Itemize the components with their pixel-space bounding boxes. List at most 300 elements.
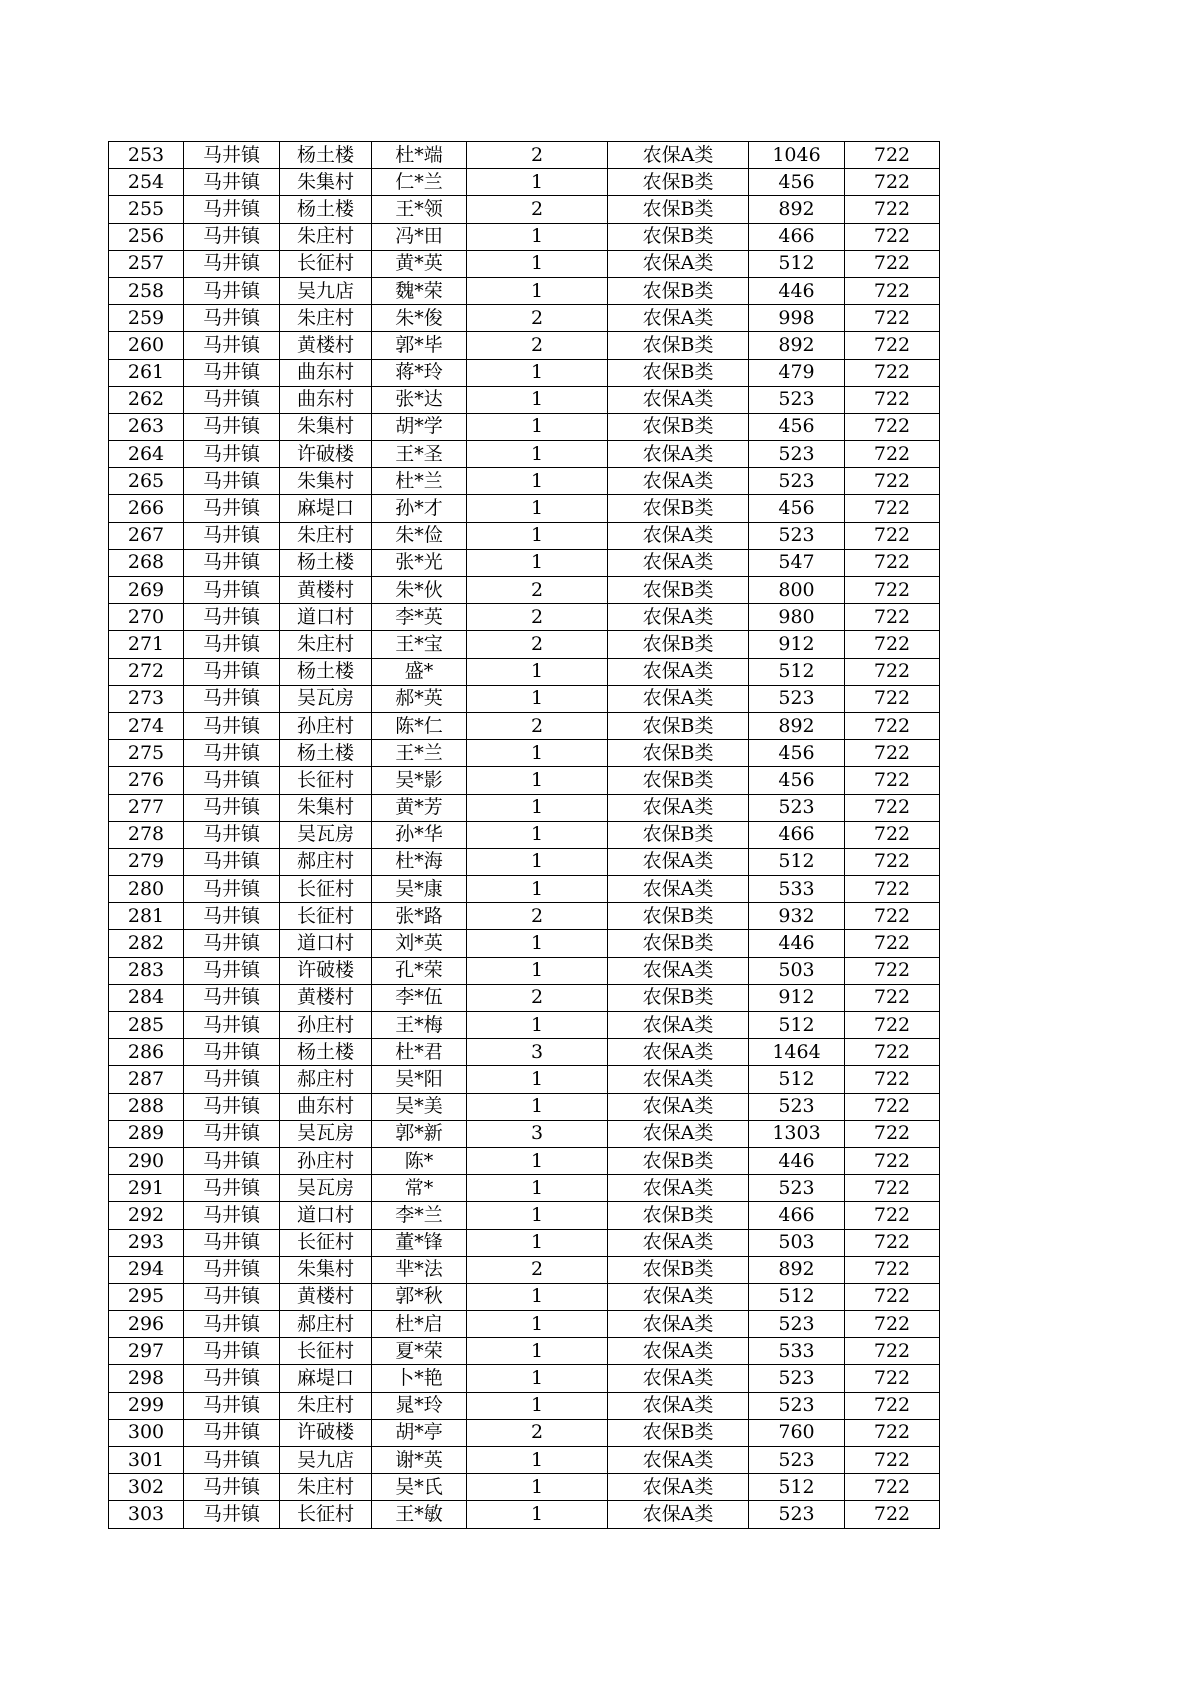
table-cell: 722: [845, 169, 940, 196]
table-cell: 1: [467, 1365, 608, 1392]
table-cell: 常*: [372, 1175, 467, 1202]
table-cell: 722: [845, 740, 940, 767]
table-cell: 1: [467, 495, 608, 522]
table-cell: 533: [749, 1338, 845, 1365]
table-cell: 456: [749, 767, 845, 794]
table-cell: 2: [467, 604, 608, 631]
table-cell: 吴瓦房: [280, 821, 372, 848]
table-cell: 农保A类: [608, 1447, 749, 1474]
table-row: [109, 1066, 940, 1093]
table-row: [109, 1093, 940, 1120]
table-cell: 陈*: [372, 1147, 467, 1174]
table-cell: 杜*兰: [372, 468, 467, 495]
table-cell: 农保A类: [608, 685, 749, 712]
table-cell: 长征村: [280, 876, 372, 903]
table-row: [109, 984, 940, 1011]
table-cell: 胡*亭: [372, 1419, 467, 1446]
data-table: [108, 141, 940, 1529]
table-cell: 512: [749, 1474, 845, 1501]
table-cell: 马井镇: [184, 848, 280, 875]
table-row: [109, 522, 940, 549]
table-cell: 农保A类: [608, 1093, 749, 1120]
table-cell: 722: [845, 821, 940, 848]
table-cell: 马井镇: [184, 468, 280, 495]
table-cell: 杨土楼: [280, 549, 372, 576]
table-cell: 长征村: [280, 1338, 372, 1365]
table-cell: 722: [845, 386, 940, 413]
table-cell: 李*伍: [372, 984, 467, 1011]
table-cell: 523: [749, 441, 845, 468]
table-cell: 298: [109, 1365, 184, 1392]
table-cell: 258: [109, 277, 184, 304]
table-cell: 农保B类: [608, 740, 749, 767]
table-row: [109, 413, 940, 440]
table-cell: 722: [845, 1120, 940, 1147]
table-cell: 马井镇: [184, 1474, 280, 1501]
table-cell: 892: [749, 196, 845, 223]
table-cell: 283: [109, 957, 184, 984]
table-cell: 892: [749, 332, 845, 359]
table-cell: 302: [109, 1474, 184, 1501]
table-row: [109, 1474, 940, 1501]
table-cell: 李*英: [372, 604, 467, 631]
table-cell: 朱集村: [280, 169, 372, 196]
table-row: [109, 196, 940, 223]
table-cell: 农保A类: [608, 957, 749, 984]
table-cell: 农保A类: [608, 250, 749, 277]
table-cell: 马井镇: [184, 1501, 280, 1528]
table-cell: 黄*英: [372, 250, 467, 277]
table-cell: 523: [749, 1501, 845, 1528]
table-cell: 3: [467, 1039, 608, 1066]
table-cell: 杨土楼: [280, 196, 372, 223]
table-cell: 马井镇: [184, 1419, 280, 1446]
table-cell: 马井镇: [184, 223, 280, 250]
table-cell: 722: [845, 1419, 940, 1446]
table-cell: 290: [109, 1147, 184, 1174]
table-cell: 朱庄村: [280, 223, 372, 250]
table-cell: 722: [845, 1066, 940, 1093]
table-cell: 农保A类: [608, 1120, 749, 1147]
table-cell: 1: [467, 1447, 608, 1474]
table-cell: 长征村: [280, 250, 372, 277]
table-cell: 523: [749, 468, 845, 495]
table-cell: 722: [845, 577, 940, 604]
table-cell: 722: [845, 196, 940, 223]
table-cell: 2: [467, 984, 608, 1011]
table-cell: 吴*阳: [372, 1066, 467, 1093]
table-cell: 农保B类: [608, 1147, 749, 1174]
table-cell: 722: [845, 604, 940, 631]
table-cell: 马井镇: [184, 930, 280, 957]
table-cell: 1: [467, 1229, 608, 1256]
table-cell: 卜*艳: [372, 1365, 467, 1392]
table-cell: 722: [845, 1175, 940, 1202]
table-cell: 吴*美: [372, 1093, 467, 1120]
table-cell: 1046: [749, 142, 845, 169]
table-cell: 孙*才: [372, 495, 467, 522]
table-cell: 马井镇: [184, 1147, 280, 1174]
table-cell: 曲东村: [280, 1093, 372, 1120]
table-cell: 722: [845, 1311, 940, 1338]
table-row: [109, 468, 940, 495]
table-cell: 孙*华: [372, 821, 467, 848]
table-cell: 1: [467, 549, 608, 576]
table-cell: 杜*君: [372, 1039, 467, 1066]
table-cell: 1: [467, 413, 608, 440]
table-cell: 农保B类: [608, 196, 749, 223]
table-cell: 马井镇: [184, 1338, 280, 1365]
table-cell: 道口村: [280, 930, 372, 957]
table-cell: 夏*荣: [372, 1338, 467, 1365]
table-cell: 446: [749, 930, 845, 957]
table-cell: 农保A类: [608, 1175, 749, 1202]
table-cell: 黄楼村: [280, 984, 372, 1011]
table-cell: 722: [845, 413, 940, 440]
table-cell: 3: [467, 1120, 608, 1147]
table-cell: 722: [845, 794, 940, 821]
table-cell: 533: [749, 876, 845, 903]
table-cell: 麻堤口: [280, 495, 372, 522]
table-cell: 郭*秋: [372, 1283, 467, 1310]
table-cell: 马井镇: [184, 1202, 280, 1229]
table-cell: 1: [467, 740, 608, 767]
table-cell: 523: [749, 1175, 845, 1202]
table-row: [109, 1311, 940, 1338]
table-cell: 261: [109, 359, 184, 386]
table-cell: 268: [109, 549, 184, 576]
table-cell: 288: [109, 1093, 184, 1120]
table-cell: 许破楼: [280, 957, 372, 984]
table-cell: 马井镇: [184, 658, 280, 685]
table-cell: 农保B类: [608, 930, 749, 957]
table-cell: 1: [467, 1012, 608, 1039]
table-cell: 892: [749, 712, 845, 739]
table-cell: 孙庄村: [280, 1012, 372, 1039]
table-row: [109, 1365, 940, 1392]
table-row: [109, 903, 940, 930]
table-cell: 张*达: [372, 386, 467, 413]
table-cell: 李*兰: [372, 1202, 467, 1229]
table-cell: 523: [749, 1311, 845, 1338]
table-cell: 722: [845, 1392, 940, 1419]
table-cell: 275: [109, 740, 184, 767]
table-cell: 马井镇: [184, 359, 280, 386]
table-cell: 马井镇: [184, 1365, 280, 1392]
table-cell: 马井镇: [184, 984, 280, 1011]
table-cell: 马井镇: [184, 631, 280, 658]
table-cell: 杜*端: [372, 142, 467, 169]
table-cell: 马井镇: [184, 1175, 280, 1202]
table-cell: 马井镇: [184, 577, 280, 604]
table-cell: 马井镇: [184, 549, 280, 576]
table-cell: 287: [109, 1066, 184, 1093]
table-cell: 晁*玲: [372, 1392, 467, 1419]
table-cell: 523: [749, 685, 845, 712]
table-cell: 马井镇: [184, 1447, 280, 1474]
table-cell: 农保A类: [608, 305, 749, 332]
table-cell: 黄楼村: [280, 332, 372, 359]
table-cell: 1: [467, 359, 608, 386]
table-cell: 朱*伙: [372, 577, 467, 604]
table-cell: 2: [467, 305, 608, 332]
table-cell: 农保A类: [608, 468, 749, 495]
table-cell: 董*锋: [372, 1229, 467, 1256]
table-cell: 722: [845, 903, 940, 930]
table-cell: 吴*康: [372, 876, 467, 903]
table-cell: 农保A类: [608, 1039, 749, 1066]
table-cell: 马井镇: [184, 522, 280, 549]
table-cell: 冯*田: [372, 223, 467, 250]
table-cell: 朱*俊: [372, 305, 467, 332]
table-row: [109, 577, 940, 604]
table-cell: 朱庄村: [280, 522, 372, 549]
table-row: [109, 359, 940, 386]
table-cell: 291: [109, 1175, 184, 1202]
table-cell: 722: [845, 1202, 940, 1229]
table-cell: 朱集村: [280, 1256, 372, 1283]
table-cell: 523: [749, 794, 845, 821]
table-row: [109, 712, 940, 739]
table-cell: 293: [109, 1229, 184, 1256]
table-cell: 农保A类: [608, 386, 749, 413]
table-cell: 1: [467, 1283, 608, 1310]
table-cell: 512: [749, 848, 845, 875]
table-cell: 446: [749, 1147, 845, 1174]
table-cell: 马井镇: [184, 1229, 280, 1256]
table-cell: 1: [467, 1175, 608, 1202]
table-cell: 马井镇: [184, 1256, 280, 1283]
table-cell: 农保A类: [608, 604, 749, 631]
table-cell: 长征村: [280, 1229, 372, 1256]
table-cell: 马井镇: [184, 1120, 280, 1147]
table-cell: 农保A类: [608, 658, 749, 685]
table-row: [109, 169, 940, 196]
table-cell: 503: [749, 1229, 845, 1256]
table-cell: 722: [845, 1501, 940, 1528]
table-cell: 722: [845, 767, 940, 794]
table-cell: 孔*荣: [372, 957, 467, 984]
table-cell: 1: [467, 685, 608, 712]
table-cell: 722: [845, 1229, 940, 1256]
table-cell: 王*敏: [372, 1501, 467, 1528]
table-cell: 456: [749, 169, 845, 196]
table-row: [109, 1202, 940, 1229]
table-cell: 265: [109, 468, 184, 495]
table-cell: 许破楼: [280, 441, 372, 468]
table-cell: 马井镇: [184, 1283, 280, 1310]
table-cell: 271: [109, 631, 184, 658]
table-row: [109, 794, 940, 821]
table-row: [109, 1120, 940, 1147]
table-row: [109, 223, 940, 250]
table-row: [109, 441, 940, 468]
table-cell: 农保A类: [608, 1474, 749, 1501]
table-cell: 722: [845, 250, 940, 277]
table-cell: 农保B类: [608, 767, 749, 794]
table-cell: 芈*法: [372, 1256, 467, 1283]
table-cell: 722: [845, 1474, 940, 1501]
table-cell: 284: [109, 984, 184, 1011]
table-cell: 农保A类: [608, 1365, 749, 1392]
table-cell: 722: [845, 223, 940, 250]
table-cell: 农保B类: [608, 1202, 749, 1229]
table-cell: 272: [109, 658, 184, 685]
table-cell: 魏*荣: [372, 277, 467, 304]
table-cell: 274: [109, 712, 184, 739]
table-cell: 曲东村: [280, 359, 372, 386]
table-cell: 800: [749, 577, 845, 604]
table-cell: 266: [109, 495, 184, 522]
table-cell: 农保A类: [608, 1012, 749, 1039]
table-cell: 农保B类: [608, 1256, 749, 1283]
table-cell: 722: [845, 277, 940, 304]
table-cell: 马井镇: [184, 740, 280, 767]
table-row: [109, 305, 940, 332]
table-cell: 杜*启: [372, 1311, 467, 1338]
table-row: [109, 658, 940, 685]
table-cell: 农保A类: [608, 848, 749, 875]
table-cell: 259: [109, 305, 184, 332]
table-row: [109, 386, 940, 413]
table-cell: 260: [109, 332, 184, 359]
table-cell: 267: [109, 522, 184, 549]
table-cell: 722: [845, 631, 940, 658]
table-cell: 722: [845, 1039, 940, 1066]
table-cell: 722: [845, 957, 940, 984]
table-cell: 276: [109, 767, 184, 794]
table-cell: 281: [109, 903, 184, 930]
table-cell: 722: [845, 1256, 940, 1283]
table-cell: 马井镇: [184, 386, 280, 413]
table-cell: 2: [467, 142, 608, 169]
table-cell: 998: [749, 305, 845, 332]
table-cell: 2: [467, 577, 608, 604]
table-cell: 2: [467, 1419, 608, 1446]
table-cell: 456: [749, 413, 845, 440]
table-cell: 农保B类: [608, 413, 749, 440]
table-cell: 盛*: [372, 658, 467, 685]
table-cell: 760: [749, 1419, 845, 1446]
table-cell: 农保A类: [608, 1501, 749, 1528]
table-row: [109, 821, 940, 848]
table-cell: 512: [749, 1066, 845, 1093]
table-cell: 农保B类: [608, 332, 749, 359]
table-cell: 农保A类: [608, 1338, 749, 1365]
table-row: [109, 767, 940, 794]
table-cell: 300: [109, 1419, 184, 1446]
table-cell: 吴九店: [280, 277, 372, 304]
table-row: [109, 631, 940, 658]
table-cell: 农保B类: [608, 903, 749, 930]
table-cell: 1: [467, 930, 608, 957]
table-cell: 朱庄村: [280, 1474, 372, 1501]
table-cell: 257: [109, 250, 184, 277]
table-cell: 297: [109, 1338, 184, 1365]
table-cell: 曲东村: [280, 386, 372, 413]
table-cell: 道口村: [280, 1202, 372, 1229]
table-cell: 273: [109, 685, 184, 712]
table-cell: 1: [467, 957, 608, 984]
table-cell: 512: [749, 250, 845, 277]
table-cell: 农保B类: [608, 631, 749, 658]
table-cell: 刘*英: [372, 930, 467, 957]
table-cell: 朱集村: [280, 468, 372, 495]
table-cell: 农保A类: [608, 1066, 749, 1093]
table-cell: 许破楼: [280, 1419, 372, 1446]
table-cell: 1: [467, 522, 608, 549]
table-cell: 932: [749, 903, 845, 930]
table-cell: 马井镇: [184, 441, 280, 468]
table-cell: 王*领: [372, 196, 467, 223]
table-row: [109, 332, 940, 359]
table-cell: 1: [467, 277, 608, 304]
table-row: [109, 1419, 940, 1446]
table-cell: 陈*仁: [372, 712, 467, 739]
table-cell: 农保B类: [608, 712, 749, 739]
table-cell: 722: [845, 1338, 940, 1365]
table-cell: 466: [749, 821, 845, 848]
table-cell: 722: [845, 1283, 940, 1310]
table-cell: 马井镇: [184, 277, 280, 304]
table-cell: 295: [109, 1283, 184, 1310]
table-cell: 512: [749, 1283, 845, 1310]
table-cell: 277: [109, 794, 184, 821]
table-row: [109, 957, 940, 984]
table-cell: 长征村: [280, 1501, 372, 1528]
table-cell: 朱集村: [280, 794, 372, 821]
table-cell: 马井镇: [184, 767, 280, 794]
table-cell: 1: [467, 441, 608, 468]
table-cell: 523: [749, 1093, 845, 1120]
table-cell: 吴九店: [280, 1447, 372, 1474]
table-cell: 王*梅: [372, 1012, 467, 1039]
table-cell: 285: [109, 1012, 184, 1039]
table-cell: 523: [749, 522, 845, 549]
table-cell: 722: [845, 468, 940, 495]
table-cell: 466: [749, 223, 845, 250]
table-row: [109, 549, 940, 576]
table-cell: 479: [749, 359, 845, 386]
table-cell: 长征村: [280, 767, 372, 794]
table-cell: 马井镇: [184, 332, 280, 359]
table-cell: 黄*芳: [372, 794, 467, 821]
table-cell: 农保B类: [608, 1419, 749, 1446]
table-cell: 马井镇: [184, 876, 280, 903]
table-cell: 1: [467, 1311, 608, 1338]
table-cell: 马井镇: [184, 1012, 280, 1039]
table-row: [109, 1039, 940, 1066]
table-cell: 1: [467, 169, 608, 196]
table-row: [109, 495, 940, 522]
table-cell: 2: [467, 332, 608, 359]
table-cell: 722: [845, 522, 940, 549]
table-cell: 912: [749, 631, 845, 658]
table-cell: 456: [749, 740, 845, 767]
table-row: [109, 1338, 940, 1365]
table-cell: 马井镇: [184, 1066, 280, 1093]
table-cell: 马井镇: [184, 250, 280, 277]
table-row: [109, 1392, 940, 1419]
table-cell: 杨土楼: [280, 740, 372, 767]
table-cell: 722: [845, 658, 940, 685]
table-cell: 722: [845, 1147, 940, 1174]
table-cell: 黄楼村: [280, 577, 372, 604]
table-cell: 郭*毕: [372, 332, 467, 359]
table-cell: 1: [467, 1338, 608, 1365]
table-cell: 蒋*玲: [372, 359, 467, 386]
table-cell: 1: [467, 1501, 608, 1528]
